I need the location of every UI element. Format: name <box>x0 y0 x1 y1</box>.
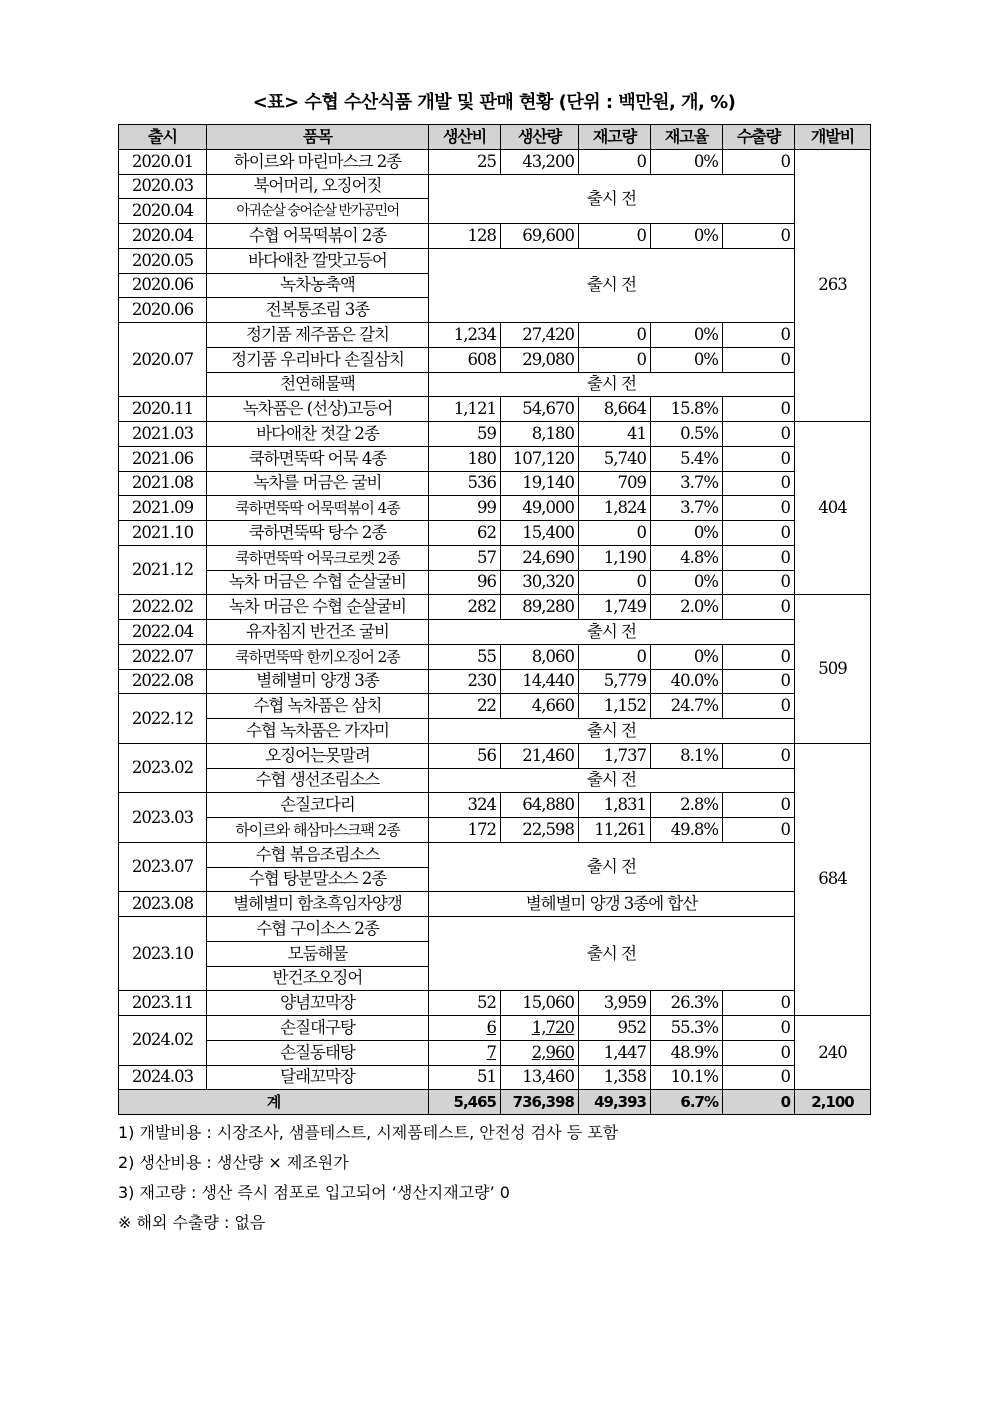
date-cell: 2020.07 <box>119 323 207 397</box>
cost-cell: 55 <box>429 644 501 669</box>
total-cost: 5,465 <box>429 1090 501 1115</box>
item-cell: 수협 구이소스 2종 <box>207 917 429 942</box>
item-cell: 천연해물팩 <box>207 372 429 397</box>
header-stock: 재고량 <box>579 125 651 150</box>
export-cell: 0 <box>723 397 795 422</box>
header-item: 품목 <box>207 125 429 150</box>
qty-cell: 13,460 <box>501 1065 579 1090</box>
table-row <box>119 570 871 595</box>
cost-cell: 56 <box>429 743 501 768</box>
item-cell: 수협 탕분말소스 2종 <box>207 867 429 892</box>
table-row <box>119 521 871 546</box>
item-cell: 쿡하면뚝딱 한끼오징어 2종 <box>207 644 429 669</box>
cost-cell: 25 <box>429 149 501 174</box>
total-rate: 6.7% <box>651 1090 723 1115</box>
rate-cell: 2.0% <box>651 595 723 620</box>
qty-cell: 30,320 <box>501 570 579 595</box>
date-cell: 2023.03 <box>119 793 207 843</box>
export-cell: 0 <box>723 496 795 521</box>
stock-cell: 0 <box>579 347 651 372</box>
cost-cell: 52 <box>429 991 501 1016</box>
stock-cell: 1,190 <box>579 545 651 570</box>
not-released-cell: 출시 전 <box>429 372 795 397</box>
date-cell: 2022.12 <box>119 694 207 744</box>
header-qty: 생산량 <box>501 125 579 150</box>
cost-cell: 96 <box>429 570 501 595</box>
rate-cell: 0% <box>651 323 723 348</box>
qty-cell: 107,120 <box>501 446 579 471</box>
table-row <box>119 595 871 620</box>
not-released-cell: 출시 전 <box>429 719 795 744</box>
rate-cell: 0% <box>651 149 723 174</box>
cost-cell: 22 <box>429 694 501 719</box>
date-cell: 2020.05 <box>119 248 207 273</box>
qty-cell: 69,600 <box>501 224 579 249</box>
export-cell: 0 <box>723 669 795 694</box>
item-cell: 손질코다리 <box>207 793 429 818</box>
rate-cell: 3.7% <box>651 471 723 496</box>
table-row <box>119 248 871 273</box>
rate-cell: 49.8% <box>651 818 723 843</box>
qty-cell: 22,598 <box>501 818 579 843</box>
table-row <box>119 446 871 471</box>
header-export: 수출량 <box>723 125 795 150</box>
item-cell: 오징어는못말려 <box>207 743 429 768</box>
stock-cell: 0 <box>579 224 651 249</box>
table-row <box>119 644 871 669</box>
qty-cell: 21,460 <box>501 743 579 768</box>
export-cell: 0 <box>723 743 795 768</box>
table-row <box>119 1040 871 1065</box>
rate-cell: 0% <box>651 644 723 669</box>
stock-cell: 1,824 <box>579 496 651 521</box>
item-cell: 손질동태탕 <box>207 1040 429 1065</box>
not-released-cell: 출시 전 <box>429 620 795 645</box>
total-row <box>119 1090 871 1115</box>
export-cell: 0 <box>723 991 795 1016</box>
stock-cell: 3,959 <box>579 991 651 1016</box>
date-cell: 2023.02 <box>119 743 207 793</box>
qty-cell: 2,960 <box>501 1040 579 1065</box>
total-qty: 736,398 <box>501 1090 579 1115</box>
rate-cell: 40.0% <box>651 669 723 694</box>
qty-cell: 19,140 <box>501 471 579 496</box>
qty-cell: 15,060 <box>501 991 579 1016</box>
footnote-3: 3) 재고량 : 생산 즉시 점포로 입고되어 ‘생산지재고량’ 0 <box>118 1183 510 1202</box>
stock-cell: 0 <box>579 323 651 348</box>
header-row <box>119 125 871 150</box>
table-row <box>119 917 871 942</box>
cost-cell: 536 <box>429 471 501 496</box>
table-row <box>119 397 871 422</box>
date-cell: 2023.11 <box>119 991 207 1016</box>
cost-cell: 57 <box>429 545 501 570</box>
export-cell: 0 <box>723 521 795 546</box>
qty-cell: 49,000 <box>501 496 579 521</box>
stock-cell: 952 <box>579 1016 651 1041</box>
qty-cell: 64,880 <box>501 793 579 818</box>
footnote-4: ※ 해외 수출량 : 없음 <box>118 1213 266 1232</box>
export-cell: 0 <box>723 1040 795 1065</box>
cost-cell: 1,234 <box>429 323 501 348</box>
total-export: 0 <box>723 1090 795 1115</box>
item-cell: 수협 생선조림소스 <box>207 768 429 793</box>
stock-cell: 1,358 <box>579 1065 651 1090</box>
export-cell: 0 <box>723 347 795 372</box>
rate-cell: 0% <box>651 570 723 595</box>
export-cell: 0 <box>723 149 795 174</box>
dev-cost-cell: 240 <box>795 1016 871 1090</box>
stock-cell: 0 <box>579 644 651 669</box>
rate-cell: 8.1% <box>651 743 723 768</box>
rate-cell: 0% <box>651 347 723 372</box>
cost-cell: 59 <box>429 422 501 447</box>
date-cell: 2021.03 <box>119 422 207 447</box>
date-cell: 2021.12 <box>119 545 207 595</box>
item-cell: 별헤별미 함초흑임자양갱 <box>207 892 429 917</box>
item-cell: 반건조오징어 <box>207 966 429 991</box>
stock-cell: 0 <box>579 149 651 174</box>
cost-cell: 99 <box>429 496 501 521</box>
table-row <box>119 347 871 372</box>
item-cell: 수협 녹차품은 삼치 <box>207 694 429 719</box>
stock-cell: 1,749 <box>579 595 651 620</box>
export-cell: 0 <box>723 793 795 818</box>
qty-cell: 14,440 <box>501 669 579 694</box>
cost-cell: 180 <box>429 446 501 471</box>
rate-cell: 0% <box>651 224 723 249</box>
date-cell: 2020.01 <box>119 149 207 174</box>
item-cell: 녹차농축액 <box>207 273 429 298</box>
date-cell: 2021.06 <box>119 446 207 471</box>
dev-cost-cell: 404 <box>795 422 871 595</box>
dev-cost-cell: 263 <box>795 149 871 421</box>
stock-cell: 0 <box>579 570 651 595</box>
stock-cell: 11,261 <box>579 818 651 843</box>
item-cell: 아귀순살 숭어순살 반가공민어 <box>207 199 429 224</box>
item-cell: 수협 어묵떡볶이 2종 <box>207 224 429 249</box>
table-row <box>119 496 871 521</box>
export-cell: 0 <box>723 471 795 496</box>
item-cell: 하이르와 마린마스크 2종 <box>207 149 429 174</box>
date-cell: 2022.07 <box>119 644 207 669</box>
header-rate: 재고율 <box>651 125 723 150</box>
rate-cell: 10.1% <box>651 1065 723 1090</box>
table-row <box>119 224 871 249</box>
table-title: <표> 수협 수산식품 개발 및 판매 현황 (단위 : 백만원, 개, %) <box>252 92 736 113</box>
rate-cell: 3.7% <box>651 496 723 521</box>
qty-cell: 24,690 <box>501 545 579 570</box>
total-stock: 49,393 <box>579 1090 651 1115</box>
rate-cell: 15.8% <box>651 397 723 422</box>
table-row <box>119 545 871 570</box>
date-cell: 2020.04 <box>119 224 207 249</box>
item-cell: 쿡하면뚝딱 탕수 2종 <box>207 521 429 546</box>
stock-cell: 8,664 <box>579 397 651 422</box>
rate-cell: 24.7% <box>651 694 723 719</box>
dev-cost-cell: 684 <box>795 743 871 1015</box>
item-cell: 하이르와 해삼마스크팩 2종 <box>207 818 429 843</box>
stock-cell: 1,831 <box>579 793 651 818</box>
dev-cost-cell: 509 <box>795 595 871 744</box>
total-dev: 2,100 <box>795 1090 871 1115</box>
header-date: 출시 <box>119 125 207 150</box>
table-row <box>119 719 871 744</box>
qty-cell: 89,280 <box>501 595 579 620</box>
stock-cell: 1,737 <box>579 743 651 768</box>
date-cell: 2023.08 <box>119 892 207 917</box>
date-cell: 2023.07 <box>119 842 207 892</box>
export-cell: 0 <box>723 818 795 843</box>
rate-cell: 55.3% <box>651 1016 723 1041</box>
date-cell: 2020.04 <box>119 199 207 224</box>
item-cell: 별헤별미 양갱 3종 <box>207 669 429 694</box>
not-released-cell: 출시 전 <box>429 917 795 991</box>
item-cell: 바다애찬 젓갈 2종 <box>207 422 429 447</box>
item-cell: 정기품 제주품은 갈치 <box>207 323 429 348</box>
cost-cell: 51 <box>429 1065 501 1090</box>
table-row <box>119 842 871 867</box>
rate-cell: 48.9% <box>651 1040 723 1065</box>
item-cell: 유자침지 반건조 굴비 <box>207 620 429 645</box>
date-cell: 2020.11 <box>119 397 207 422</box>
export-cell: 0 <box>723 323 795 348</box>
cost-cell: 6 <box>429 1016 501 1041</box>
date-cell: 2024.02 <box>119 1016 207 1066</box>
cost-cell: 7 <box>429 1040 501 1065</box>
table-row <box>119 991 871 1016</box>
qty-cell: 27,420 <box>501 323 579 348</box>
item-cell: 녹차 머금은 수협 순살굴비 <box>207 595 429 620</box>
total-label: 계 <box>119 1090 429 1115</box>
rate-cell: 0% <box>651 521 723 546</box>
table-row <box>119 471 871 496</box>
item-cell: 북어머리, 오징어짓 <box>207 174 429 199</box>
date-cell: 2021.09 <box>119 496 207 521</box>
table-row <box>119 743 871 768</box>
item-cell: 수협 볶음조림소스 <box>207 842 429 867</box>
table-row <box>119 694 871 719</box>
table-row <box>119 669 871 694</box>
cost-cell: 172 <box>429 818 501 843</box>
table-row <box>119 323 871 348</box>
date-cell: 2021.08 <box>119 471 207 496</box>
rate-cell: 2.8% <box>651 793 723 818</box>
export-cell: 0 <box>723 1065 795 1090</box>
stock-cell: 0 <box>579 521 651 546</box>
item-cell: 손질대구탕 <box>207 1016 429 1041</box>
stock-cell: 1,152 <box>579 694 651 719</box>
item-cell: 양념꼬막장 <box>207 991 429 1016</box>
table-row <box>119 818 871 843</box>
cost-cell: 324 <box>429 793 501 818</box>
export-cell: 0 <box>723 545 795 570</box>
date-cell: 2021.10 <box>119 521 207 546</box>
table-row <box>119 372 871 397</box>
date-cell: 2020.06 <box>119 273 207 298</box>
stock-cell: 5,740 <box>579 446 651 471</box>
export-cell: 0 <box>723 422 795 447</box>
export-cell: 0 <box>723 644 795 669</box>
export-cell: 0 <box>723 595 795 620</box>
item-cell: 전복통조림 3종 <box>207 298 429 323</box>
footnote-1: 1) 개발비용 : 시장조사, 샘플테스트, 시제품테스트, 안전성 검사 등 포함 <box>118 1123 619 1142</box>
item-cell: 쿡하면뚝딱 어묵떡볶이 4종 <box>207 496 429 521</box>
item-cell: 녹차를 머금은 굴비 <box>207 471 429 496</box>
item-cell: 달래꼬막장 <box>207 1065 429 1090</box>
table-row <box>119 620 871 645</box>
qty-cell: 8,180 <box>501 422 579 447</box>
qty-cell: 29,080 <box>501 347 579 372</box>
not-released-cell: 출시 전 <box>429 768 795 793</box>
footnote-2: 2) 생산비용 : 생산량 × 제조원가 <box>118 1153 349 1172</box>
stock-cell: 1,447 <box>579 1040 651 1065</box>
cost-cell: 608 <box>429 347 501 372</box>
item-cell: 바다애찬 깔맛고등어 <box>207 248 429 273</box>
date-cell: 2020.03 <box>119 174 207 199</box>
table-row <box>119 793 871 818</box>
export-cell: 0 <box>723 570 795 595</box>
product-table <box>118 124 871 1115</box>
qty-cell: 8,060 <box>501 644 579 669</box>
date-cell: 2022.04 <box>119 620 207 645</box>
date-cell: 2022.08 <box>119 669 207 694</box>
header-dev: 개발비 <box>795 125 871 150</box>
export-cell: 0 <box>723 224 795 249</box>
stock-cell: 709 <box>579 471 651 496</box>
rate-cell: 0.5% <box>651 422 723 447</box>
rate-cell: 5.4% <box>651 446 723 471</box>
not-released-cell: 출시 전 <box>429 174 795 224</box>
table-row <box>119 422 871 447</box>
cost-cell: 282 <box>429 595 501 620</box>
qty-cell: 1,720 <box>501 1016 579 1041</box>
cost-cell: 1,121 <box>429 397 501 422</box>
item-cell: 쿡하면뚝딱 어묵크로켓 2종 <box>207 545 429 570</box>
export-cell: 0 <box>723 1016 795 1041</box>
footnotes <box>118 1122 618 1242</box>
qty-cell: 15,400 <box>501 521 579 546</box>
rate-cell: 26.3% <box>651 991 723 1016</box>
not-released-cell: 출시 전 <box>429 248 795 322</box>
item-cell: 수협 녹차품은 가자미 <box>207 719 429 744</box>
cost-cell: 230 <box>429 669 501 694</box>
not-released-cell: 출시 전 <box>429 842 795 892</box>
item-cell: 모둠해물 <box>207 941 429 966</box>
export-cell: 0 <box>723 694 795 719</box>
item-cell: 녹차 머금은 수협 순살굴비 <box>207 570 429 595</box>
stock-cell: 41 <box>579 422 651 447</box>
rate-cell: 4.8% <box>651 545 723 570</box>
date-cell: 2020.06 <box>119 298 207 323</box>
item-cell: 녹차품은 (선상)고등어 <box>207 397 429 422</box>
header-cost: 생산비 <box>429 125 501 150</box>
qty-cell: 54,670 <box>501 397 579 422</box>
item-cell: 정기품 우리바다 손질삼치 <box>207 347 429 372</box>
date-cell: 2023.10 <box>119 917 207 991</box>
export-cell: 0 <box>723 446 795 471</box>
date-cell: 2022.02 <box>119 595 207 620</box>
table-row <box>119 892 871 917</box>
table-row <box>119 768 871 793</box>
table-row <box>119 174 871 199</box>
cost-cell: 62 <box>429 521 501 546</box>
qty-cell: 4,660 <box>501 694 579 719</box>
cost-cell: 128 <box>429 224 501 249</box>
table-row <box>119 1016 871 1041</box>
table-row <box>119 149 871 174</box>
merged-note-cell: 별헤별미 양갱 3종에 합산 <box>429 892 795 917</box>
date-cell: 2024.03 <box>119 1065 207 1090</box>
table-row <box>119 1065 871 1090</box>
qty-cell: 43,200 <box>501 149 579 174</box>
item-cell: 쿡하면뚝딱 어묵 4종 <box>207 446 429 471</box>
stock-cell: 5,779 <box>579 669 651 694</box>
